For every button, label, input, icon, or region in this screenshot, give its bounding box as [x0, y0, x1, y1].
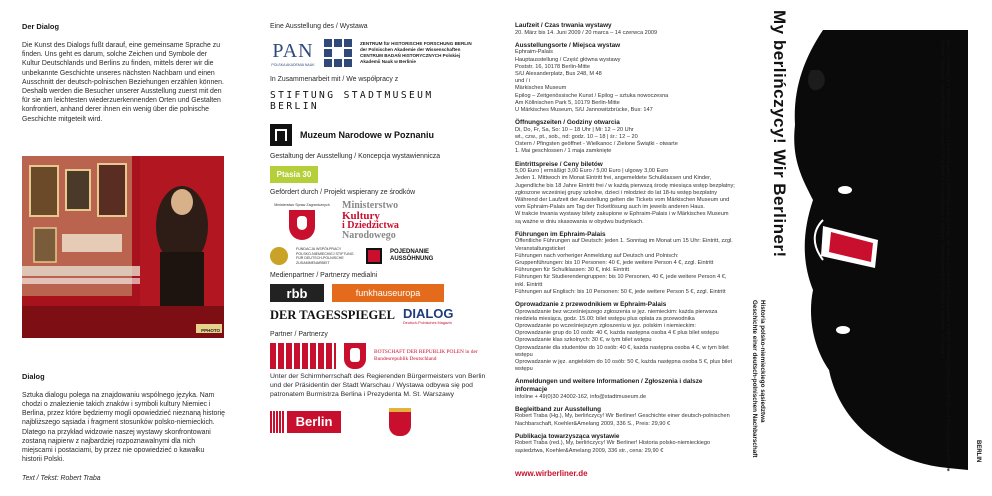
info-section-line: Di, Do, Fr, Sa, So: 10 – 18 Uhr | Mi: 12 – 20 Uhr [515, 126, 634, 133]
pan-logo: PAN POLSKA AKADEMIA NAUK [271, 39, 315, 67]
dialog-logo: DIALOG Deutsch-Polnisches Magazin [402, 306, 454, 326]
info-section-line: Führungen für Schulklassen: 30 €, inkl. Eintritt [515, 267, 630, 274]
info-section-line: Öffentliche Führungen auf Deutsch: jeden 1. Sonntag im Monat um 15 Uhr: Eintritt, zzgl. Veranstaltungsticket [515, 238, 733, 252]
info-section-line: 1. Mai geschlossen / 1 maja zamknięte [515, 148, 612, 155]
de-heading: Der Dialog [22, 22, 59, 31]
info-section [515, 42, 735, 114]
info-section-line: und / i [515, 78, 531, 85]
mkidn-logo: Ministerstwo Kultury i Dziedzictwa Narodowego [342, 200, 399, 241]
info-section-line: Führungen nach vorheriger Anmeldung auf Deutsch und Polnisch: [515, 252, 679, 259]
info-section-line: Jeden 1. Mittwoch im Monat Eintritt frei, angemeldete Schulklassen und Kinder, Jugendliche bis 18 Jahre Eintritt frei / w każdą pierwszą środę miesiąca wstęp bezpłatny; zgłoszone wcześniej grupy szkolne, dzieci i młodzież do lat 18-tu wstęp bezpłatny [515, 175, 735, 196]
brandenburg-gate-icon [270, 411, 284, 433]
info-section-line: Gruppenführungen: bis 10 Personen: 40 €, jede weitere Person 4 €, zzgl. Eintritt [515, 260, 714, 267]
fundacja-logo: FUNDACJA WSPÓŁPRACY POLSKO-NIEMIECKIEJ STIFTUNG FÜR DEUTSCH-POLNISCHE ZUSAMMENARBEIT [296, 247, 354, 265]
info-section-line: Oprowadzanie po wcześniejszym zgłoszeniu w jęz. polskim i niemieckim: [515, 323, 696, 330]
info-section-line: Märkisches Museum [515, 85, 567, 92]
info-section [515, 433, 735, 455]
info-section-line: 5,00 Euro | ermäßigt 3,00 Euro / 5,00 Euro | ulgowy 3,00 Euro [515, 168, 669, 175]
info-section-line: Führungen auf Englisch: bis 10 Personen: 50 €, jede weitere Person 5 €, zzgl. Eintritt [515, 288, 726, 295]
cover-title: My berlińczycy! Wir Berliner! [770, 10, 789, 258]
info-section [515, 231, 735, 296]
info-section-line: Oprowadzanie bez wcześniejszego zgłoszenia w jęz. niemieckim: każda pierwsza niedziela miesiąca, godz. 15.00: bilet wstępu plus opłata za przewodnika [515, 308, 718, 322]
column-dialog [0, 0, 248, 496]
exhibition-of-label: Eine Ausstellung des / Wystawa [270, 23, 368, 30]
rbb-logo: rbb [270, 284, 324, 302]
photo-watermark: PPHOTO [201, 327, 220, 333]
organizer-logos [270, 39, 487, 67]
info-section-line: Während der Laufzeit der Ausstellung gelten die Tickets vom Märkischen Museum und vom Ephraim-Palais am Tag der Ticketlösung auch im jeweils anderen Haus. [515, 197, 730, 211]
info-section-heading: Anmeldungen und weitere Informationen / Zgłoszenia i dalsze informacje [515, 378, 703, 394]
info-section-line: Robert Traba (Hg.), My, berlińczycy! Wir Berliner! Geschichte einer deutsch-polnischen Nachbarschaft, Koehler&Amelang 2009, 336 S., Preis: 29,90 € [515, 413, 730, 427]
info-section-line: W trakcie trwania wystawy bilety zakupione w Ephraim-Palais i w Märkisches Museum są ważne w dniu skasowania w obydwu budynkach. [515, 211, 729, 225]
media-logos-2 [270, 306, 487, 325]
info-section-heading: Eintrittspreise / Ceny biletów [515, 160, 603, 168]
website-link[interactable]: www.wirberliner.de [515, 468, 588, 478]
info-section [515, 301, 735, 373]
info-section-line: 20. März bis 14. Juni 2009 / 20 marca – 14 czerwca 2009 [515, 29, 658, 36]
info-section-line: Ephraim-Palais [515, 49, 553, 56]
text-credit: Text / Tekst: Robert Traba [22, 475, 101, 483]
media-label: Medienpartner / Partnerzy medialni [270, 272, 378, 280]
info-section-line: wt., czw., pt., sob., nd: godz. 10 – 18 | śr.: 12 – 20 [515, 134, 638, 141]
cooperation-label: In Zusammenarbeit mit / We współpracy z [270, 76, 399, 83]
info-section-line: Robert Traba (red.), My, berlińczycy! Wir Berliner! Historia polsko-niemieckiego sąsiedztwa, Koehler&Amelang 2009, 336 str., cena: 29,90 € [515, 440, 711, 454]
info-section-heading: Laufzeit / Czas trwania wystawy [515, 22, 612, 29]
muzeum-building-icon [270, 124, 292, 146]
column-info [495, 0, 743, 496]
info-section-line: Am Köllnischen Park 5, 10179 Berlin-Mitte [515, 99, 620, 106]
info-section-line: Führungen für Studierendengruppen: bis 10 Personen, 40 €, jede weitere Person 4 €, inkl. Eintritt [515, 274, 727, 288]
cover-subtitle-de: Geschichte einer deutsch-polnischen Nachbarschaft [751, 300, 758, 458]
info-section-heading: Begleitband zur Ausstellung [515, 405, 602, 413]
pojednanie-logo: POJEDNANIE AUSSÖHNUNG [390, 249, 434, 263]
pojednanie-mark-icon [366, 248, 382, 264]
funder-logos-1 [270, 201, 487, 241]
pl-heading: Dialog [22, 371, 45, 381]
muzeum-logo: Muzeum Narodowe w Poznaniu [270, 124, 487, 146]
info-section-line: Oprowadzanie w jęz. angielskim do 10 osób: 50 €, każda następna osoba 5 €, plus bilet wstępu [515, 359, 733, 373]
funder-logos-2 [270, 247, 487, 265]
info-section [515, 22, 735, 37]
polish-eagle-icon [289, 210, 315, 240]
info-section-line: Infoline + 49(0)30 24002-162, info@stadtmuseum.de [515, 393, 647, 400]
cover-subtitle-pl: Historia polsko-niemieckiego sąsiedztwa [759, 300, 766, 423]
info-section-heading: Ausstellungsorte / Miejsca wystaw [515, 41, 621, 49]
cover-brand: BERLIN [975, 440, 981, 463]
berlin-logo: Berlin [270, 411, 341, 433]
tagesspiegel-logo: DER TAGESSPIEGEL [270, 308, 395, 323]
info-section-line: Oprowadzanie grup do 10 osób: 40 €, każda następna osoba 4 € plus bilet wstępu [515, 330, 719, 337]
zhf-logo-mark [324, 39, 352, 67]
info-section [515, 161, 735, 226]
de-text: Die Kunst des Dialogs fußt darauf, eine gemeinsame Sprache zu finden. Uns geht es darum, solche Zeichen und Symbole der Kultur Deutschlands und Berlins zu finden, mittels derer wir die unbekannte Geschichte unseres nächsten Nachbarn und einen Ausschnitt der deutsch-polnischen Beziehungen erzählen können. Deshalb werden die Besucher unserer Ausstellung zuerst mit den für sie am leichtesten wiederzuerkennenden Orten und Gestalten konfrontiert, anhand derer ihnen ein wenig über die polnische Geschichte mitgeteilt wird. [22, 42, 224, 123]
pl-text: Sztuka dialogu polega na znajdowaniu wspólnego języka. Nam chodzi o znalezienie takich znaków i symboli kultury Niemiec i Berlina, przez które będziemy mogli opowiedzieć nieznaną historię najbliższego sąsiada i fragment stosunków polsko-niemieckich. Dlatego na przykład widzowie naszej wystawy skonfrontowani zostaną najpierw z najbardziej rozpoznawalnymi dla nich miejscami i postaciami, by przez nie opowiedzieć o kawałku historii Polski. [22, 391, 225, 464]
design-label: Gestaltung der Ausstellung / Koncepcja wystawiennicza [270, 153, 441, 160]
media-logos-1 [270, 284, 487, 302]
column-partners [248, 0, 495, 496]
partner-logos [270, 343, 487, 369]
patronage-logos [270, 408, 487, 436]
info-section-heading: Oprowadzanie z przewodnikiem w Ephraim-Palais [515, 301, 667, 309]
info-section-line: Ostern / Pfingsten geöffnet - Wielkanoc / Zielone Świątki - otwarte [515, 141, 678, 148]
cover-credits: Eine Ausstellung des Zentrums für Historische Forschung Berlin der Polnischen Akademie der Wissenschaften in Zusammenarbeit mit der Stiftung Stadtmuseum Berlin und dem Muzeum Narodowe Poznań / Wystawa Centrum Badań Historycznych PAN w Berlinie we współpracy ze Stiftung Stadtmuseum Berlin i Muzeum Narodowe w Poznaniu [940, 40, 951, 472]
info-section-heading: Öffnungszeiten / Godziny otwarcia [515, 119, 620, 127]
msz-logo: Ministerstwo Spraw Zagranicznych [270, 203, 334, 240]
partners-label: Partner / Partnerzy [270, 331, 328, 339]
funkhaus-logo: funkhauseuropa [332, 284, 444, 302]
info-section-line: Oprowadzanie klas szkolnych: 30 €, w tym bilet wstępu [515, 337, 652, 344]
info-section-line: Hauptausstellung / Część główna wystawy [515, 56, 621, 63]
zhf-text: ZENTRUM für HISTORISCHE FORSCHUNG BERLIN der Polnischen Akademie der Wissenschaften CENTRUM BADAŃ HISTORYCZNYCH Polskiej Akademii Nauk w Berlinie [360, 41, 472, 64]
info-section [515, 119, 735, 155]
ptasia-logo: Ptasia 30 [270, 166, 318, 183]
cover-panel [743, 0, 992, 496]
info-section-heading: Führungen im Ephraim-Palais [515, 230, 606, 238]
info-section [515, 378, 735, 400]
info-sections [515, 22, 735, 455]
warsaw-coat-of-arms-icon [389, 408, 411, 436]
info-section-heading: Publikacja towarzysząca wystawie [515, 432, 620, 440]
info-section-line: Poststr. 16, 10178 Berlin-Mitte [515, 63, 590, 70]
exhibition-hall-illustration [22, 156, 224, 338]
funded-label: Gefördert durch / Projekt wspierany ze środków [270, 189, 416, 196]
info-section-line: S/U Alexanderplatz, Bus 248, M 48 [515, 71, 602, 77]
patronage-text: Unter der Schirmherrschaft des Regierenden Bürgermeisters von Berlin und der Präsidentin der Stadt Warschau / Wystawa odbywa się pod patronatem Burmistrza Berlina i Prezydenta M. St. Warszawy [270, 373, 486, 398]
exhibition-photo [22, 156, 224, 338]
botschaft-logo: BOTSCHAFT DER REPUBLIK POLEN in der Bundesrepublik Deutschland [374, 349, 478, 363]
eagle-emblem-icon [344, 343, 366, 369]
info-section-line: Oprowadzanie dla studentów do 10 osób: 40 €, każda następna osoba 4 €, w tym bilet wstępu [515, 344, 729, 358]
info-section-line: U Märkisches Museum, S/U Jannowitzbrücke, Bus: 147 [515, 107, 653, 114]
info-section [515, 406, 735, 428]
info-section-line: Epilog – Zeitgenössische Kunst / Epilog – sztuka nowoczesna [515, 92, 669, 99]
website-url-wrap [515, 463, 735, 481]
fundacja-mark-icon [270, 247, 288, 265]
stadtmuseum-logo: STIFTUNG STADTMUSEUM BERLIN [270, 90, 434, 112]
sparkasse-logo-icon [270, 343, 336, 369]
